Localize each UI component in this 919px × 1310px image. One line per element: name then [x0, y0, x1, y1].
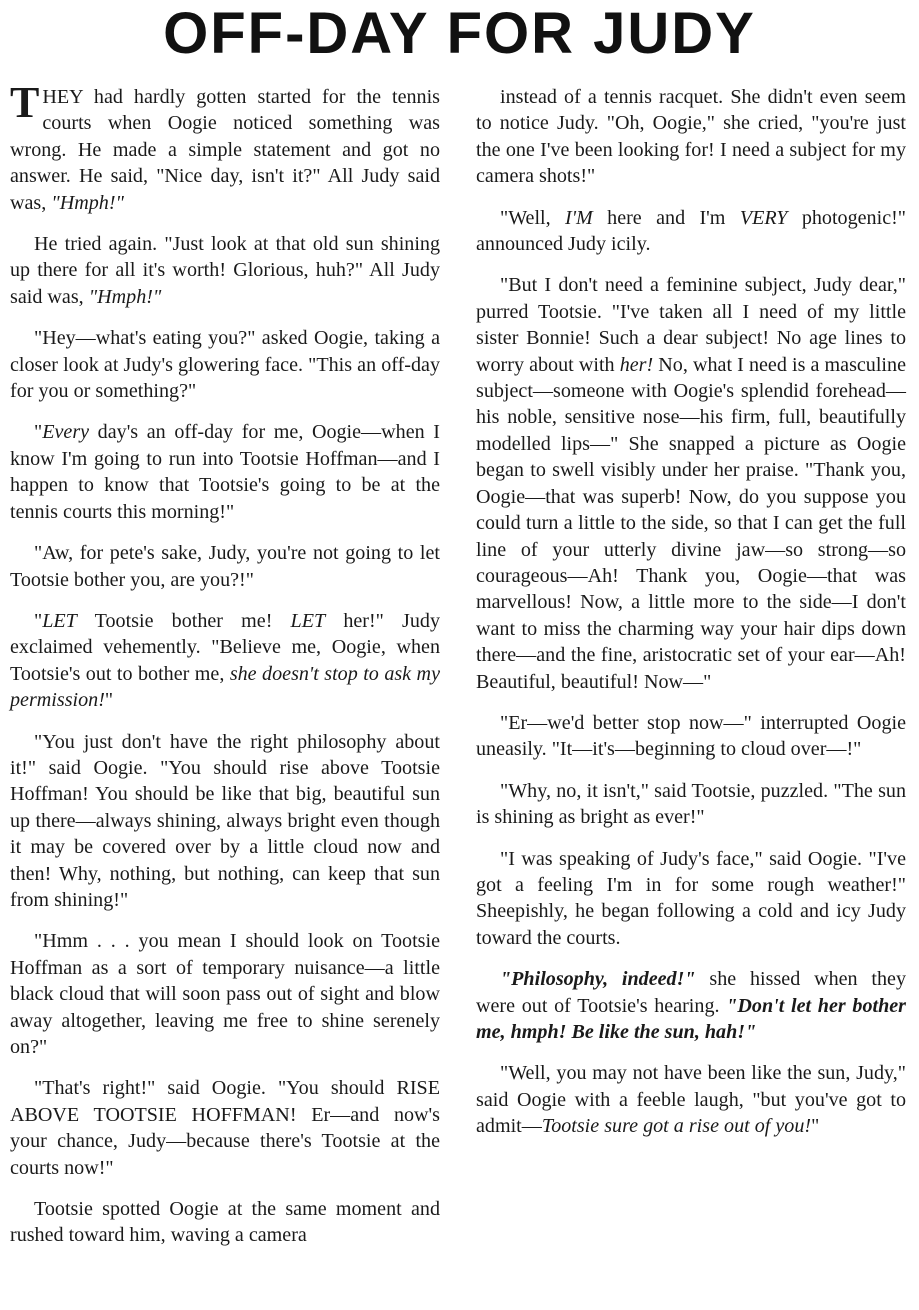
text-segment: "Well, you may not have been like the sun, Judy," said Oogie with a feeble laugh, "but you've got to admit—: [476, 1062, 906, 1138]
text-segment: "That's right!" said Oogie. "You should RISE ABOVE TOOTSIE HOFFMAN! Er—and now's your chance, Judy—because there's Tootsie at the courts now!": [10, 1077, 440, 1179]
story-paragraph: [476, 778, 906, 831]
text-segment: her!: [619, 353, 654, 376]
text-segment: HEY had hardly gotten started for the tennis courts when Oogie noticed something was wrong. He made a simple statement and got no answer. He said, "Nice day, isn't it?" All Judy said was,: [10, 86, 440, 214]
text-segment: ": [34, 609, 43, 632]
story-paragraph: [10, 1196, 440, 1249]
story-paragraph: [476, 966, 906, 1045]
text-segment: she hissed when they were out of Tootsie's hearing.: [476, 968, 907, 1017]
story-paragraph: [10, 1075, 440, 1181]
story-paragraph: [476, 205, 906, 258]
text-segment: ": [34, 421, 43, 444]
text-segment: LET: [42, 609, 77, 632]
text-segment: "Well,: [500, 206, 566, 229]
text-segment: ": [811, 1115, 820, 1138]
text-segment: day's an off-day for me, Oogie—when I know I'm going to run into Tootsie Hoffman—and I happen to know that Tootsie's going to be at the tennis courts this morning!": [10, 421, 440, 523]
text-segment: Tootsie sure got a rise out of you!: [541, 1115, 812, 1138]
story-paragraph: [476, 710, 906, 763]
text-segment: He tried again. "Just look at that old sun shining up there for all it's worth! Glorious, huh?" All Judy said was,: [10, 233, 440, 308]
text-segment: "Hmm . . . you mean I should look on Tootsie Hoffman as a sort of temporary nuisance—a little black cloud that will soon pass out of sight and blow away altogether, leaving me free to shine serenely on?": [10, 930, 440, 1058]
text-segment: ": [104, 689, 114, 712]
text-segment: "But I don't need a feminine subject, Judy dear," purred Tootsie. "I've taken all I need of my little sister Bonnie! Such a dear subject! No age lines to worry about with: [476, 274, 906, 376]
story-paragraph: [476, 84, 906, 190]
text-segment: Tootsie spotted Oogie at the same moment and rushed toward him, waving a camera: [10, 1198, 440, 1247]
text-segment: No, what I need is a masculine subject—someone with Oogie's splendid forehead—his noble, sensitive nose—his firm, full, beautifully modelled lips—" She snapped a picture as Oogie began to swell visibly under her praise. "Thank you, Oogie—that was superb! Now, do you suppose you could turn a little to the side, so that I can get the full line of your utterly divine jaw—so strong—so courageous—Ah! Thank you, Oogie—that was marvellous! Now, a little more to the side—I don't want to miss the charming way your hair dips down there—and the fine, aristocratic set of your ear—Ah! Beautiful, beautiful! Now—": [476, 353, 906, 693]
story-paragraph: [10, 231, 440, 310]
text-segment: "Why, no, it isn't," said Tootsie, puzzled. "The sun is shining as bright as ever!": [476, 779, 906, 829]
story-paragraph: [10, 325, 440, 404]
story-paragraph: [10, 540, 440, 593]
text-segment: Every: [42, 421, 90, 444]
story-paragraph: [476, 272, 906, 695]
text-segment: "I was speaking of Judy's face," said Oogie. "I've got a feeling I'm in for some rough weather!" Sheepishly, he began following a cold and icy Judy toward the courts.: [476, 847, 906, 949]
text-segment: "Er—we'd better stop now—" interrupted Oogie uneasily. "It—it's—beginning to cloud over—!": [476, 711, 906, 761]
text-segment: "Hmph!": [51, 191, 124, 214]
text-segment: "Hey—what's eating you?" asked Oogie, taking a closer look at Judy's glowering face. "This an off-day for you or something?": [10, 327, 440, 403]
left-column: [10, 78, 441, 1304]
text-segment: "You just don't have the right philosophy about it!" said Oogie. "You should rise above Tootsie Hoffman! You should be like that big, beautiful sun up there—always shining, always bright even though it may be covered over by a little cloud now and then! Why, nothing, but nothing, can keep that sun from shining!": [10, 730, 440, 911]
text-segment: she doesn't stop to ask my permission!: [10, 662, 440, 712]
text-segment: here and I'm: [592, 206, 740, 229]
text-segment: VERY: [739, 206, 788, 229]
text-segment: instead of a tennis racquet. She didn't even seem to notice Judy. "Oh, Oogie," she cried, "you're just the one I've been looking for! I need a subject for my camera shots!": [476, 86, 906, 188]
story-paragraph: [10, 928, 440, 1060]
right-column: [476, 84, 906, 1304]
text-segment: "Don't let her bother me, hmph! Be like the sun, hah!": [476, 994, 907, 1043]
text-segment: Tootsie bother me!: [76, 609, 291, 632]
text-segment: I'M: [565, 206, 593, 229]
text-segment: "Philosophy, indeed!": [500, 968, 696, 991]
text-segment: photogenic!" announced Judy icily.: [476, 206, 907, 256]
text-segment: "Hmph!": [88, 285, 162, 308]
story-paragraph: [10, 729, 440, 914]
story-paragraph: [10, 419, 440, 525]
text-segment: LET: [290, 609, 326, 632]
story-paragraph: [10, 78, 440, 216]
story-title: OFF-DAY FOR JUDY: [163, 1, 756, 66]
story-paragraph: [476, 1060, 906, 1139]
text-segment: "Aw, for pete's sake, Judy, you're not going to let Tootsie bother you, are you?!": [10, 542, 440, 591]
text-segment: her!" Judy exclaimed vehemently. "Believe me, Oogie, when Tootsie's out to bother me,: [10, 609, 441, 685]
drop-cap: T: [10, 78, 40, 127]
story-paragraph: [476, 846, 906, 952]
story-paragraph: [10, 608, 440, 714]
